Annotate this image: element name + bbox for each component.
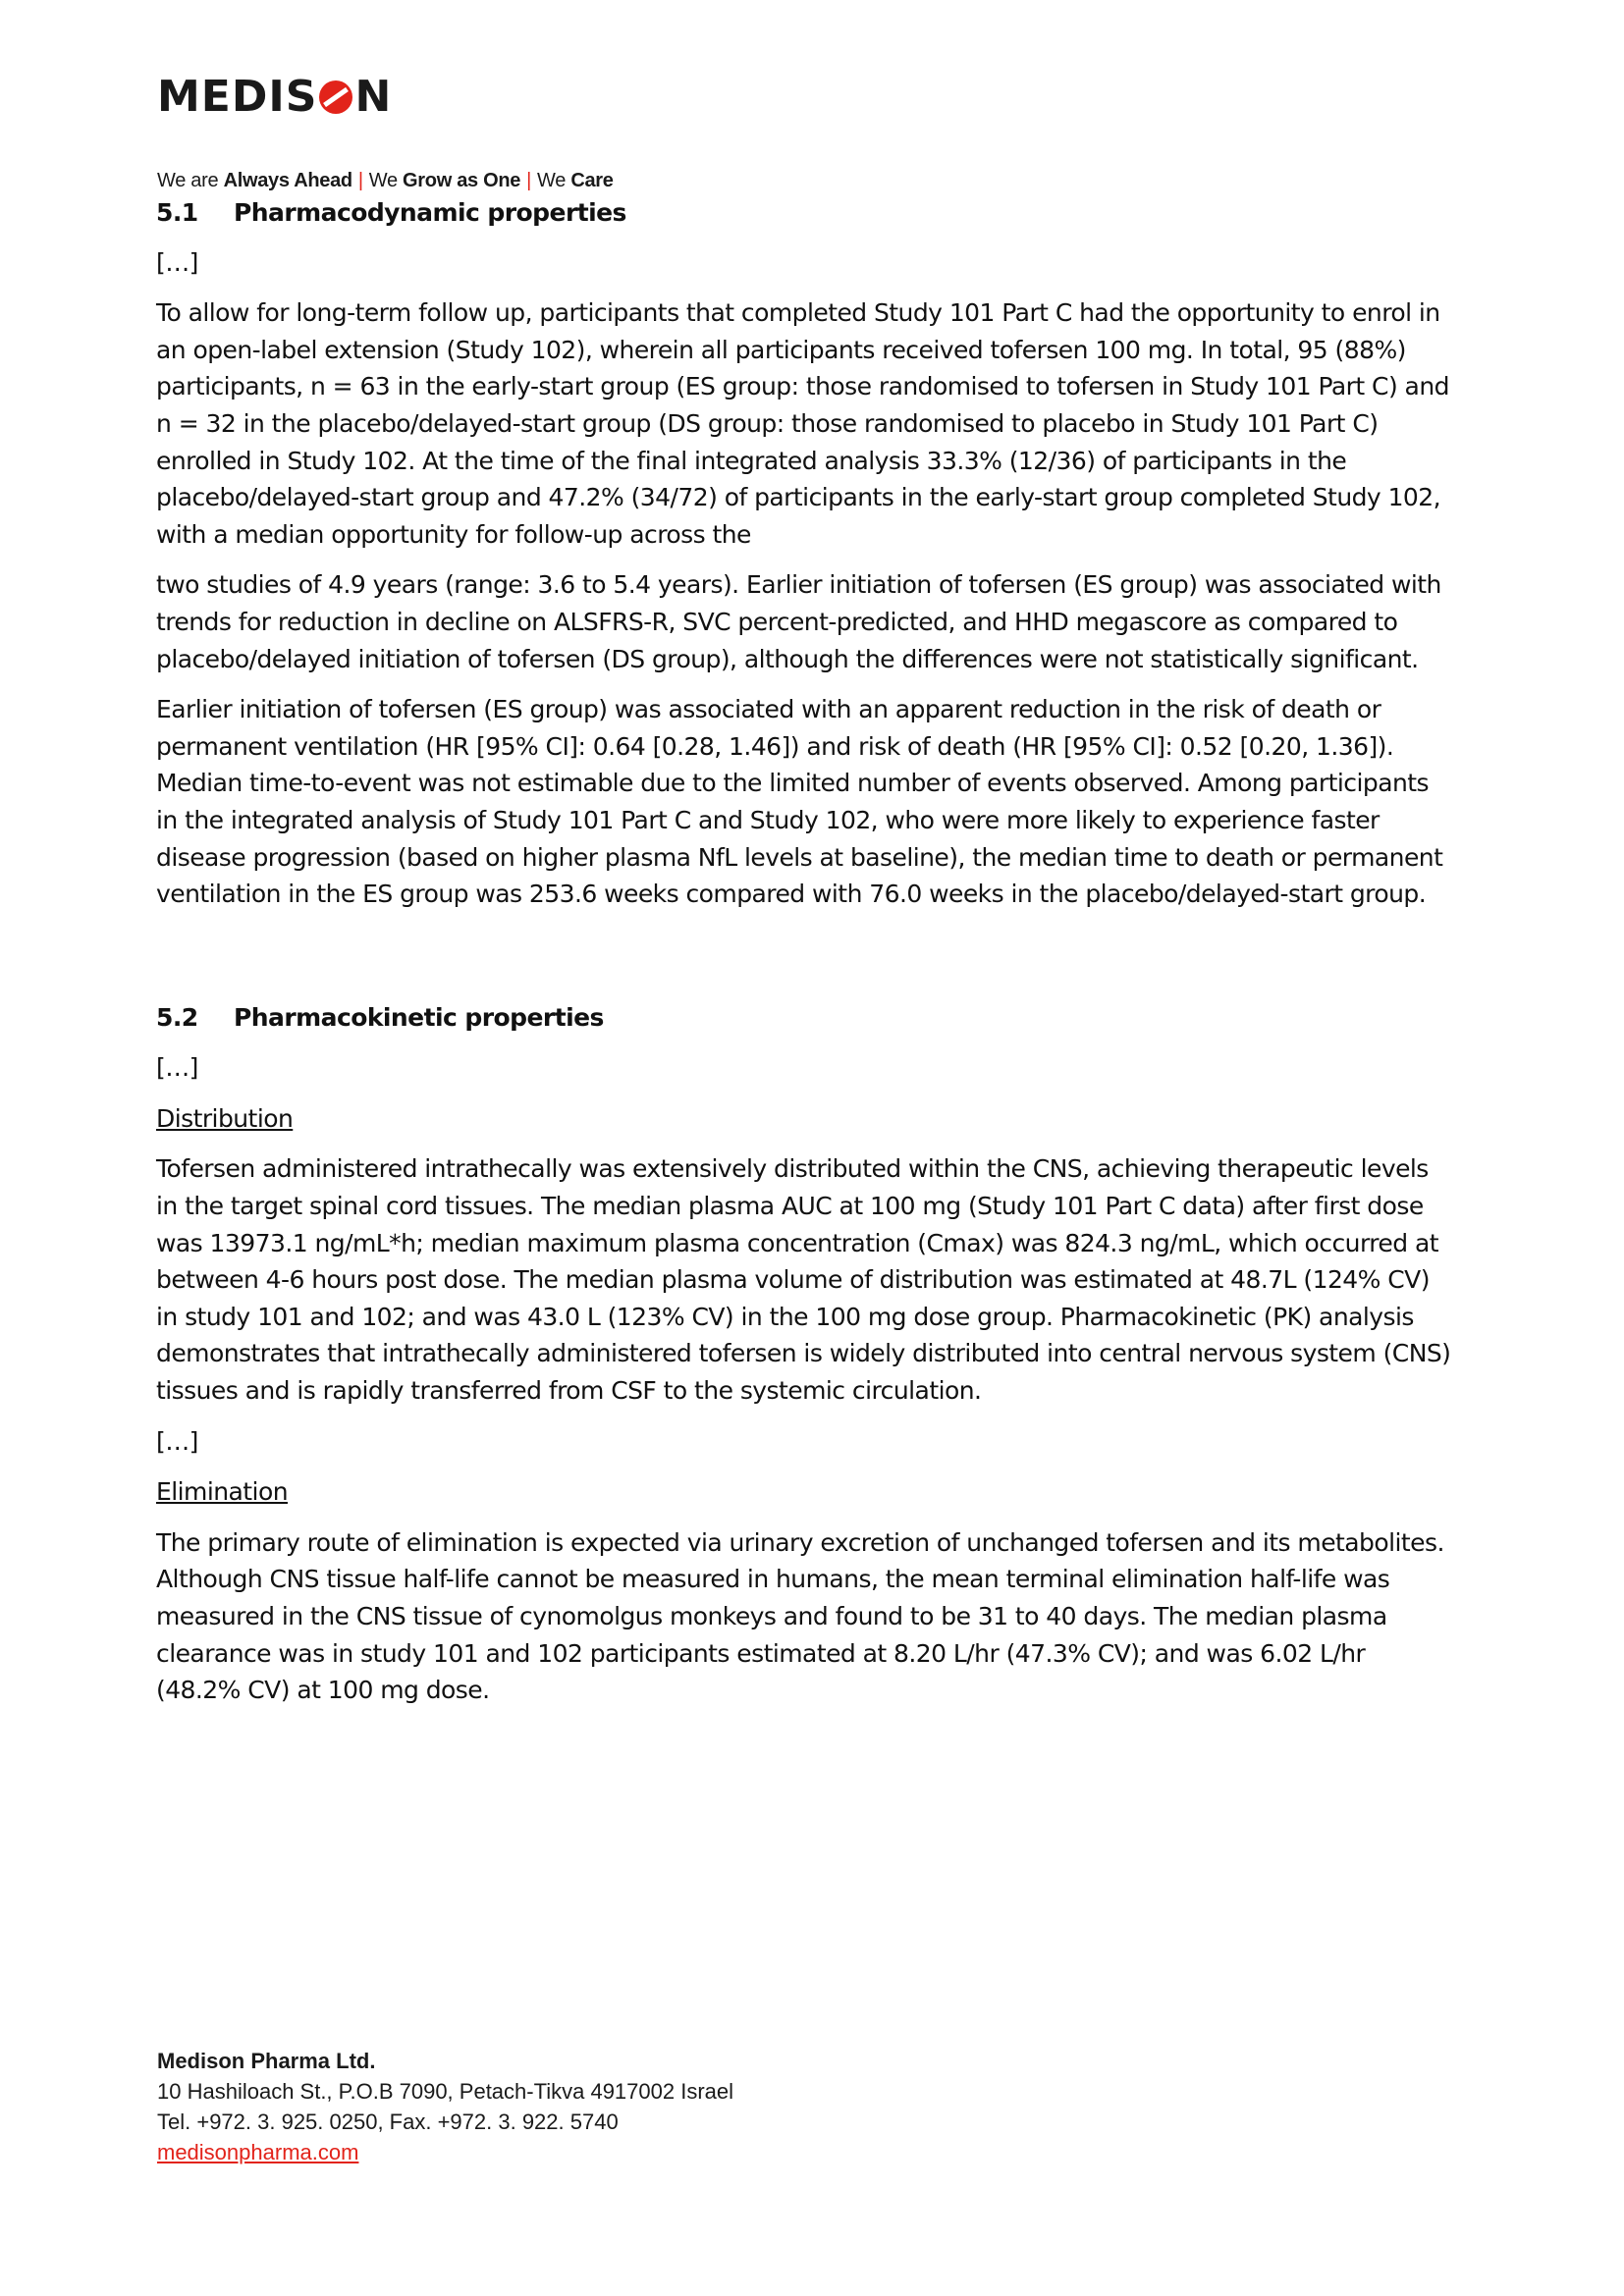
footer-company-name: Medison Pharma Ltd. <box>157 2049 376 2073</box>
paragraph: Earlier initiation of tofersen (ES group) was associated with an apparent reduction in the risk of death or permanent ventilation (HR [95% CI]: 0.64 [0.28, 1.46]) and risk of death (HR [95% CI]: 0.52 [0.20, 1.36]). Median time-to-event was not estimable due to the limited number of events observed. Among participants in the integrated analysis of Study 101 Part C and Study 102, who were more likely to experience faster disease progression (based on higher plasma NfL levels at baseline), the median time to death or permanent ventilation in the ES group was 253.6 weeks compared with 76.0 weeks in the placebo/delayed-start group. <box>156 695 1443 909</box>
ellipsis: […] <box>156 247 198 277</box>
elimination-subheading: Elimination <box>156 1477 288 1507</box>
section-5-1-heading <box>156 194 1452 232</box>
section-title: Pharmacodynamic properties <box>234 198 626 227</box>
ellipsis: […] <box>156 1426 198 1456</box>
tagline-separator-2: | <box>526 170 532 191</box>
page-footer <box>157 2046 733 2167</box>
tagline-bold-2: Grow as One <box>403 170 521 191</box>
footer-website-link[interactable]: medisonpharma.com <box>157 2140 359 2164</box>
tagline-prefix-1: We are <box>157 170 224 191</box>
logo-text-right: N <box>354 72 393 122</box>
brand-tagline <box>157 170 614 192</box>
ellipsis: […] <box>156 1053 198 1083</box>
distribution-subheading: Distribution <box>156 1103 294 1133</box>
footer-contact: Tel. +972. 3. 925. 0250, Fax. +972. 3. 922. 5740 <box>157 2109 619 2134</box>
section-number: 5.2 <box>156 1002 198 1032</box>
logo-o-mark-icon <box>318 80 353 115</box>
tagline-prefix-3: We <box>537 170 571 191</box>
section-title: Pharmacokinetic properties <box>234 1002 604 1032</box>
document-body <box>156 194 1452 1709</box>
footer-address: 10 Hashiloach St., P.O.B 7090, Petach-Tikva 4917002 Israel <box>157 2079 734 2104</box>
distribution-paragraph: Tofersen administered intrathecally was extensively distributed within the CNS, achieving therapeutic levels in the target spinal cord tissues. The median plasma AUC at 100 mg (Study 101 Part C data) after first dose was 13973.1 ng/mL*h; median maximum plasma concentration (Cmax) was 824.3 ng/mL, which occurred at between 4-6 hours post dose. The median plasma volume of distribution was estimated at 48.7L (124% CV) in study 101 and 102; and was 43.0 L (123% CV) in the 100 mg dose group. Pharmacokinetic (PK) analysis demonstrates that intrathecally administered tofersen is widely distributed into central nervous system (CNS) tissues and is rapidly transferred from CSF to the systemic circulation. <box>156 1154 1451 1406</box>
tagline-separator-1: | <box>357 170 363 191</box>
section-number: 5.1 <box>156 198 198 227</box>
logo-text-left: MEDIS <box>157 72 318 122</box>
tagline-prefix-2: We <box>368 170 404 191</box>
section-5-2-heading <box>156 999 1452 1037</box>
paragraph: two studies of 4.9 years (range: 3.6 to 5.4 years). Earlier initiation of tofersen (ES group) was associated with trends for reduction in decline on ALSFRS-R, SVC percent-predicted, and HHD megascore as compared to placebo/delayed initiation of tofersen (DS group), although the differences were not statistically significant. <box>156 570 1441 673</box>
elimination-paragraph: The primary route of elimination is expected via urinary excretion of unchanged tofersen and its metabolites. Although CNS tissue half-life cannot be measured in humans, the mean terminal elimination half-life was measured in the CNS tissue of cynomolgus monkeys and found to be 31 to 40 days. The median plasma clearance was in study 101 and 102 participants estimated at 8.20 L/hr (47.3% CV); and was 6.02 L/hr (48.2% CV) at 100 mg dose. <box>156 1527 1444 1705</box>
tagline-bold-3: Care <box>570 170 614 191</box>
paragraph: To allow for long-term follow up, participants that completed Study 101 Part C had the opportunity to enrol in an open-label extension (Study 102), wherein all participants received tofersen 100 mg. In total, 95 (88%) participants, n = 63 in the early-start group (ES group: those randomised to tofersen in Study 101 Part C) and n = 32 in the placebo/delayed-start group (DS group: those randomised to placebo in Study 101 Part C) enrolled in Study 102. At the time of the final integrated analysis 33.3% (12/36) of participants in the placebo/delayed-start group and 47.2% (34/72) of participants in the early-start group completed Study 102, with a median opportunity for follow-up across the <box>156 298 1449 549</box>
tagline-bold-1: Always Ahead <box>223 170 352 191</box>
medison-logo <box>157 73 392 122</box>
